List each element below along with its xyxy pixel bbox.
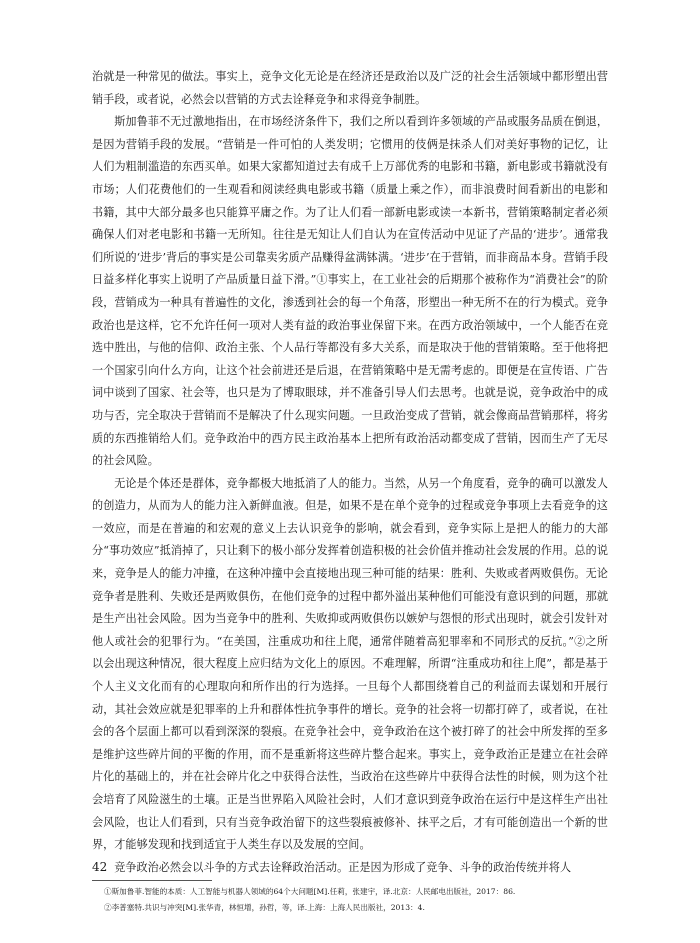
footnote-2: ②李普塞特.共识与冲突[M].张华青，林恒增，孙哲，等，译.上海：上海人民出版社，2013：4. xyxy=(104,902,425,912)
page-body xyxy=(92,66,608,915)
footnote-1: ①斯加鲁菲.智能的本质：人工智能与机器人领域的64个大问题[M].任莉，张建宇，译.北京：人民邮电出版社，2017：86. xyxy=(104,887,516,897)
paragraph-2: 斯加鲁菲不无过激地指出，在市场经济条件下，我们之所以看到许多领域的产品或服务品质在倒退，是因为营销手段的发展。“营销是一件可怕的人类发明；它惯用的伎俩是抹杀人们对美好事物的记忆，让人们为粗制滥造的东西买单。如果大家都知道过去有成千上万部优秀的电影和书籍，新电影或书籍就没有市场；人们花费他们的一生观看和阅读经典电影或书籍（质量上乘之作），而非浪费时间看新出的电影和书籍，其中大部分最多也只能算平庸之作。为了让人们看一部新电影或读一本新书，营销策略制定者必须确保人们对老电影和书籍一无所知。往往是无知让人们自认为在宣传活动中见证了产品的‘进步’。通常我们所说的‘进步’背后的事实是公司靠卖劣质产品赚得盆满钵满。‘进步’在于营销，而非商品本身。营销手段日益多样化事实上说明了产品质量日益下滑。”①事实上，在工业社会的后期那个被称作为“消费社会”的阶段，营销成为一种具有普遍性的文化，渗透到社会的每一个角落，形塑出一种无所不在的行为模式。竞争政治也是这样，它不允许任何一项对人类有益的政治事业保留下来。在西方政治领域中，一个人能否在竞选中胜出，与他的信仰、政治主张、个人品行等都没有多大关系，而是取决于他的营销策略。至于他将把一个国家引向什么方向，让这个社会前进还是后退，在营销策略中是无需考虑的。即便是在宣传语、广告词中谈到了国家、社会等，也只是为了博取眼球，并不准备引导人们去思考。也就是说，竞争政治中的成功与否，完全取决于营销而不是解决了什么现实问题。一旦政治变成了营销，就会像商品营销那样，将劣质的东西推销给人们。竞争政治中的西方民主政治基本上把所有政治活动都变成了营销，因而生产了无尽的社会风险。 xyxy=(92,115,608,468)
page-number: 42 xyxy=(92,860,108,874)
paragraph-1: 治就是一种常见的做法。事实上，竞争文化无论是在经济还是政治以及广泛的社会生活领域中都形塑出营销手段，或者说，必然会以营销的方式去诠释竞争和求得竞争制胜。 xyxy=(92,70,608,106)
paragraph-4: 竞争政治必然会以斗争的方式去诠释政治活动。正是因为形成了竞争、斗争的政治传统并将人 xyxy=(114,860,572,874)
paragraph-3: 无论是个体还是群体，竞争都极大地抵消了人的能力。当然，从另一个角度看，竞争的确可以激发人的创造力，从而为人的能力注入新鲜血液。但是，如果不是在单个竞争的过程或竞争事项上去看竞争的这一效应，而是在普遍的和宏观的意义上去认识竞争的影响，就会看到，竞争实际上是把人的能力的大部分“事功效应”抵消掉了，只让剩下的极小部分发挥着创造积极的社会价值并推动社会发展的作用。总的说来，竞争是人的能力冲撞，在这种冲撞中会直接地出现三种可能的结果：胜利、失败或者两败俱伤。无论竞争者是胜利、失败还是两败俱伤，在他们竞争的过程中都外溢出某种他们可能没有意识到的问题，那就是生产出社会风险。因为当竞争中的胜利、失败抑或两败俱伤以嫉妒与怨恨的形式出现时，就会引发针对他人或社会的犯罪行为。“在美国，注重成功和往上爬，通常伴随着高犯罪率和不同形式的反抗。”②之所以会出现这种情况，很大程度上应归结为文化上的原因。不难理解，所谓“注重成功和往上爬”，都是基于个人主义文化而有的心理取向和所作出的行为选择。一旦每个人都围绕着自己的利益而去谋划和开展行动，其社会效应就是犯罪率的上升和群体性抗争事件的增长。竞争的社会将一切都打碎了，或者说，在社会的各个层面上都可以看到深深的裂痕。在竞争社会中，竞争政治在这个被打碎了的社会中所发挥的至多是维护这些碎片间的平衡的作用，而不是重新将这些碎片整合起来。事实上，竞争政治正是建立在社会碎片化的基础上的，并在社会碎片化之中获得合法性，当政治在这些碎片中获得合法性的时候，则为这个社会培育了风险滋生的土壤。正是当世界陷入风险社会时，人们才意识到竞争政治在运行中是这样生产出社会风险，也让人们看到，只有当竞争政治留下的这些裂痕被修补、抹平之后，才有可能创造出一个新的世界，才能够发现和找到适宜于人类生存以及发展的空间。 xyxy=(92,476,608,852)
footnote-divider xyxy=(92,880,212,881)
